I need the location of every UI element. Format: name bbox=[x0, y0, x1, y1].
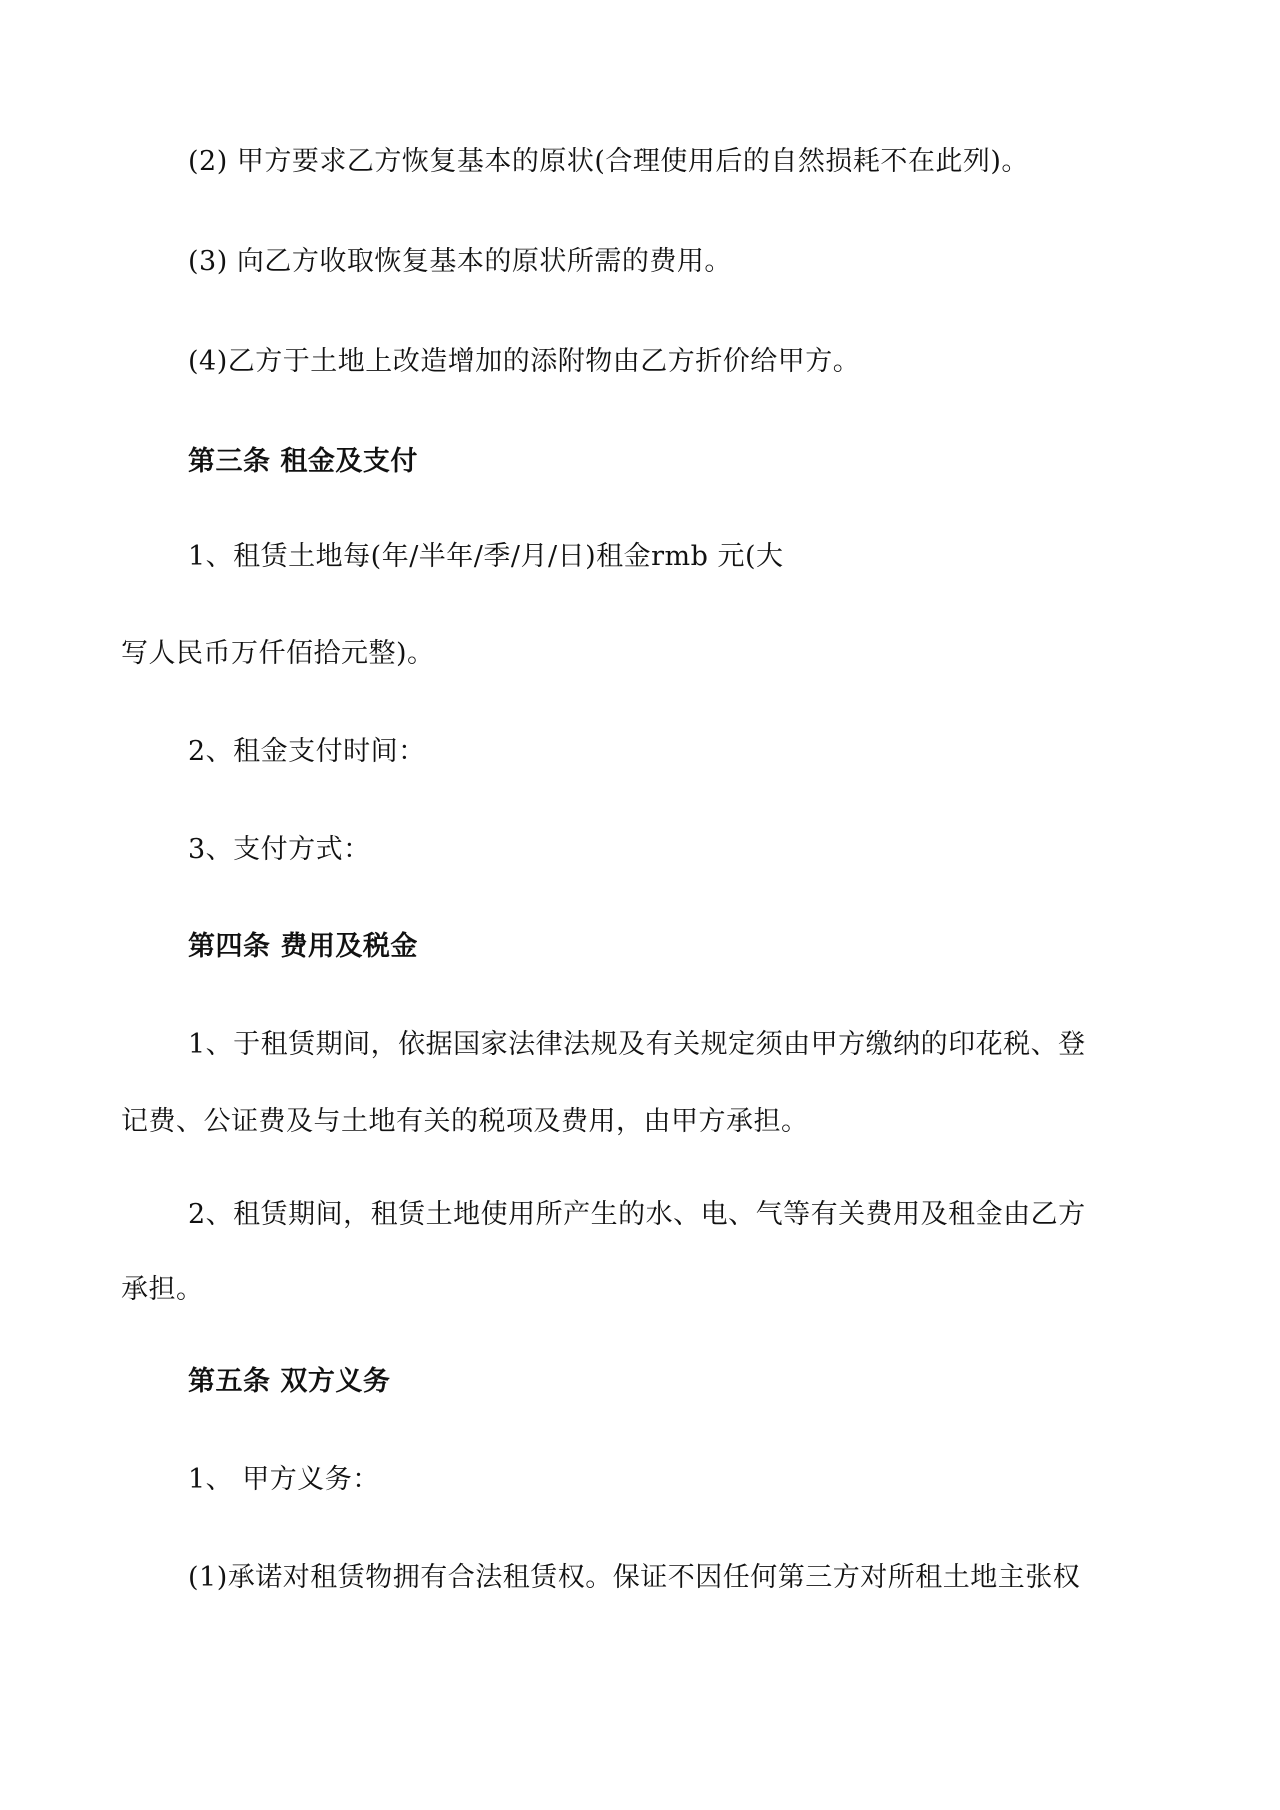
payment-method: 3、支付方式： bbox=[188, 834, 371, 865]
article-3-heading: 第三条 租金及支付 bbox=[188, 446, 418, 477]
clause-item-4: (4)乙方于土地上改造增加的添附物由乙方折价给甲方。 bbox=[188, 346, 861, 377]
clause-item-3: (3) 向乙方收取恢复基本的原状所需的费用。 bbox=[188, 246, 732, 277]
article-4-heading: 第四条 费用及税金 bbox=[188, 931, 418, 962]
rent-amount-continued: 写人民币万仟佰拾元整)。 bbox=[121, 638, 435, 669]
fees-paragraph-line-2: 承担。 bbox=[121, 1274, 204, 1305]
tax-paragraph-line-2: 记费、公证费及与土地有关的税项及费用，由甲方承担。 bbox=[121, 1106, 809, 1137]
rent-payment-time: 2、租金支付时间： bbox=[188, 736, 426, 767]
fees-paragraph-line-1: 2、租赁期间，租赁土地使用所产生的水、电、气等有关费用及租金由乙方 bbox=[188, 1199, 1086, 1230]
clause-item-2: (2) 甲方要求乙方恢复基本的原状(合理使用后的自然损耗不在此列)。 bbox=[188, 146, 1029, 177]
party-a-obligations: 1、 甲方义务： bbox=[188, 1464, 380, 1495]
obligation-item-1: (1)承诺对租赁物拥有合法租赁权。保证不因任何第三方对所租土地主张权 bbox=[188, 1562, 1081, 1593]
article-5-heading: 第五条 双方义务 bbox=[188, 1366, 391, 1397]
rent-amount-line: 1、租赁土地每(年/半年/季/月/日)租金rmb 元(大 bbox=[188, 541, 784, 572]
tax-paragraph-line-1: 1、于租赁期间，依据国家法律法规及有关规定须由甲方缴纳的印花税、登 bbox=[188, 1029, 1086, 1060]
